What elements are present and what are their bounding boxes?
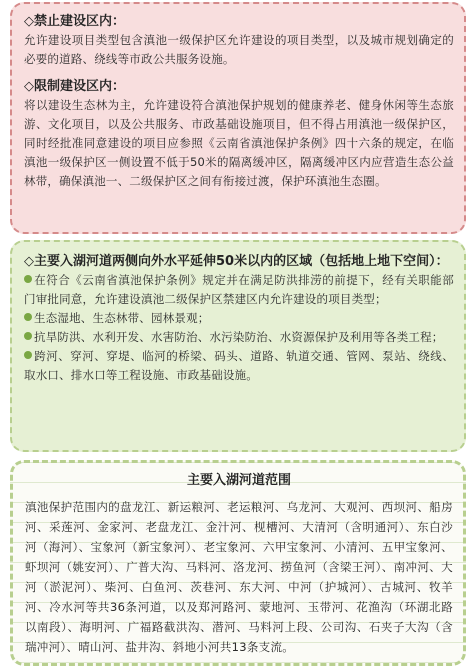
- prohibited-and-restricted-card: [10, 2, 466, 234]
- river-buffer-heading: ◇主要入湖河道两侧向外水平延伸50米以内的区域（包括地上地下空间）：: [24, 254, 449, 269]
- prohibited-zone-heading: ◇禁止建设区内：: [24, 14, 125, 29]
- river-buffer-card: [10, 240, 466, 452]
- restricted-zone-text: 将以建设生态林为主，允许建设符合滇池保护规划的健康养老、健身休闲等生态旅游、文化项目，以及公共服务、市政基础设施项目，但不得占用滇池一级保护区，同时经批准同意建设的项目应参照《云南省滇池保护条例》四十六条的规定，在临滇池一级保护区一侧设置不低于50米的隔离缓冲区，隔离缓冲区内应营造生态公益林带，确保滇池一、二级保护区之间有衔接过渡，保护环滇池生态圈。: [24, 98, 454, 188]
- river-buffer-item-text: 抗旱防洪、水利开发、水害防治、水污染防治、水资源保护及利用等各类工程；: [34, 330, 444, 344]
- river-scope-card: [10, 460, 466, 666]
- bullet-dot-icon: [24, 275, 32, 283]
- bullet-dot-icon: [24, 351, 32, 359]
- river-buffer-item: [24, 271, 454, 309]
- river-scope-text: 滇池保护范围内的盘龙江、新运粮河、老运粮河、乌龙河、大观河、西坝河、船房河、采莲河、金家河、老盘龙江、金汁河、枧槽河、大清河（含明通河）、东白沙河（海河）、宝象河（新宝象河）、老宝象河、六甲宝象河、小清河、五甲宝象河、虾坝河（姚安河）、广普大沟、马料河、洛龙河、捞鱼河（含梁王河）、南冲河、大河（淤泥河）、柴河、白鱼河、茨巷河、东大河、中河（护城河）、古城河、牧羊河、冷水河等共36条河道，以及郑河路河、蒙地河、玉带河、花渔沟（环湖北路以南段）、海明河、广福路截洪沟、潜河、马料河上段、公司沟、石夹子大沟（含瑞冲河）、晴山河、盐井沟、斜地小河共13条支流。: [25, 500, 453, 654]
- bullet-dot-icon: [24, 313, 32, 321]
- river-buffer-item-text: 跨河、穿河、穿堤、临河的桥梁、码头、道路、轨道交通、管网、泵站、绕线、取水口、排水口等工程设施、市政基础设施。: [24, 349, 454, 382]
- river-buffer-item-text: 在符合《云南省滇池保护条例》规定并在满足防洪排涝的前提下，经有关职能部门审批同意，允许建设滇池二级保护区禁建区内允许建设的项目类型；: [24, 273, 454, 306]
- river-buffer-item: [24, 309, 454, 328]
- river-scope-title: 主要入湖河道范围: [186, 473, 291, 488]
- bullet-dot-icon: [24, 332, 32, 340]
- river-buffer-item: [24, 347, 454, 385]
- river-buffer-item: [24, 328, 454, 347]
- river-buffer-item-text: 生态湿地、生态林带、园林景观；: [34, 311, 210, 325]
- prohibited-zone-text: 允许建设项目类型包含滇池一级保护区允许建设的项目类型，以及城市规划确定的必要的道路、绕线等市政公共服务设施。: [24, 33, 454, 66]
- restricted-zone-heading: ◇限制建设区内：: [24, 79, 125, 94]
